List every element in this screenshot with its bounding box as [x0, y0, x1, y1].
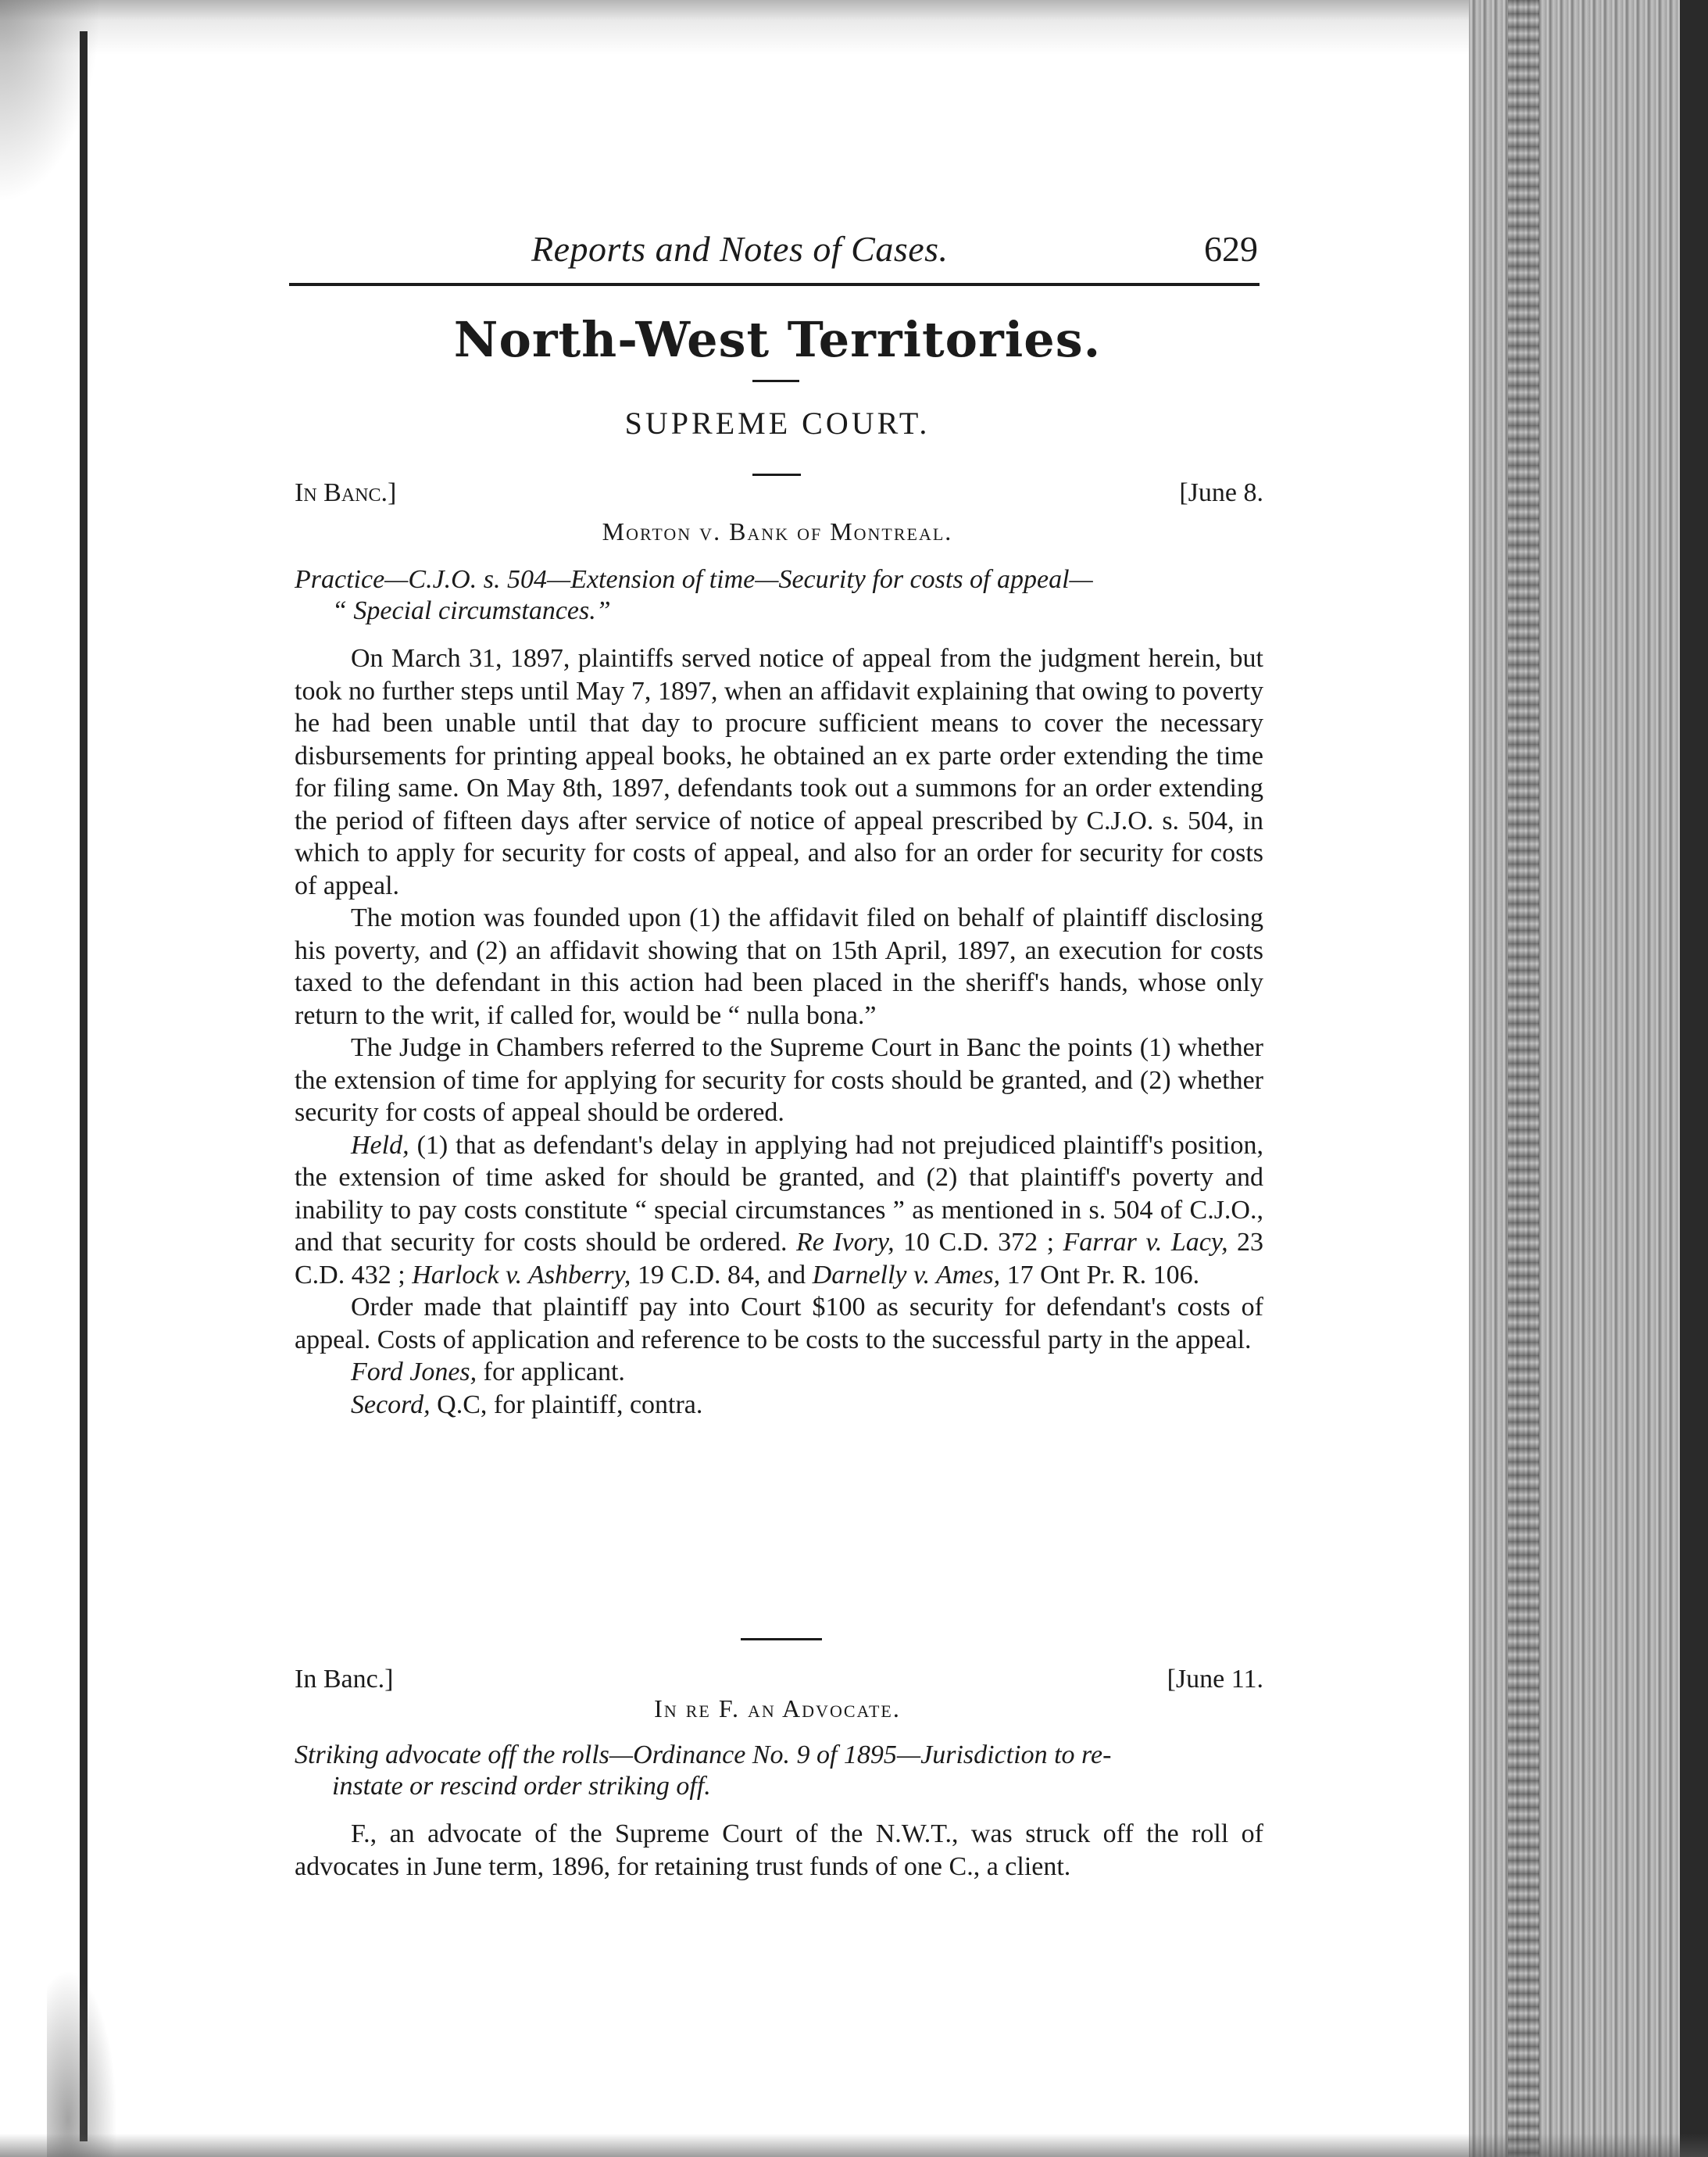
divider-rule [741, 1638, 822, 1640]
held-paragraph [295, 1129, 1263, 1292]
court-label: In Banc.] [295, 478, 397, 507]
case1-body [295, 642, 1263, 1421]
citation-case: Farrar v. Lacy, [1063, 1228, 1228, 1257]
citation-ref: 17 Ont Pr. R. 106. [1000, 1260, 1200, 1290]
case2-name: In re F. an Advocate. [654, 1694, 901, 1722]
counsel-role: for applicant. [477, 1358, 625, 1386]
counsel-line [295, 1356, 1263, 1389]
counsel-name: Ford Jones, [351, 1358, 477, 1386]
paragraph: On March 31, 1897, plaintiffs served notice of appeal from the judgment herein, but took no further steps until May 7, 1897, when an affidavit explaining that owing to poverty he had been unable until that day to procure sufficient means to cover the necessary disbursements for printing appeal books, he obtained an ex parte order extending the time for filing same. On May 8th, 1897, defendants took out a summons for an order extending the period of fifteen days after service of notice of appeal prescribed by C.J.O. s. 504, in which to apply for security for costs of appeal, and also for an order for security for costs of appeal. [295, 644, 1263, 900]
held-text: (1) that as defendant's delay in applying had not prejudiced plaintiff's position, the extension of time asked for should be granted, and (2) that plaintiff's poverty and inability to pay costs constitute “ special circumstances ” as mentioned in s. 504 of C.J.O., and that security for costs should be ordered. [295, 1130, 1263, 1257]
paragraph: Order made that plaintiff pay into Court $100 as security for defendant's costs of appeal. Costs of application and reference to be costs to the successful party in the appeal. [295, 1293, 1263, 1354]
case1-name: Morton v. Bank of Montreal. [602, 517, 953, 546]
counsel-line [295, 1389, 1263, 1422]
citation-ref: 10 C.D. 372 ; [894, 1228, 1063, 1257]
case-date: [June 11. [1167, 1665, 1263, 1694]
catchline-line-1: Striking advocate off the rolls—Ordinance No. 9 of 1895—Jurisdiction to re- [295, 1740, 1112, 1769]
counsel-role: Q.C, for plaintiff, contra. [430, 1390, 703, 1419]
citation-case: Re Ivory, [795, 1228, 895, 1257]
paragraph: F., an advocate of the Supreme Court of the N.W.T., was struck off the roll of advocates in June term, 1896, for retaining trust funds of one C., a client. [295, 1819, 1263, 1881]
section-title: North-West Territories. [453, 311, 1102, 368]
citation-case: Darnelly v. Ames, [812, 1260, 1001, 1290]
running-title: Reports and Notes of Cases. [531, 229, 949, 269]
catchline-line-1: Practice—C.J.O. s. 504—Extension of time—Security for costs of appeal— [295, 565, 1093, 594]
divider-rule [752, 474, 801, 476]
page-number: 629 [1204, 229, 1258, 269]
counsel-name: Secord, [351, 1390, 431, 1419]
citation-ref: 23 C.D. 432 ; [295, 1228, 1264, 1290]
case2-body [295, 1818, 1263, 1883]
catchline-line-2: “ Special circumstances.” [332, 596, 611, 625]
running-head [289, 228, 1274, 275]
citation-ref: 19 C.D. 84, and [631, 1260, 813, 1290]
citation-case: Harlock v. Ashberry, [412, 1260, 631, 1290]
held-label: Held, [351, 1130, 409, 1160]
header-rule [289, 283, 1260, 286]
catchline-line-2: instate or rescind order striking off. [332, 1772, 711, 1801]
case2-catchline [295, 1740, 1263, 1802]
divider-rule [752, 380, 799, 382]
case1-catchline [295, 564, 1263, 627]
court-title: SUPREME COURT. [624, 406, 931, 441]
case-date: [June 8. [1179, 478, 1263, 507]
paragraph: The motion was founded upon (1) the affidavit filed on behalf of plaintiff disclosing his poverty, and (2) an affidavit showing that on 15th April, 1897, an execution for costs taxed to the defendant in this action had been placed in the sheriff's hands, whose only return to the writ, if called for, would be “ nulla bona.” [295, 903, 1263, 1030]
paragraph: The Judge in Chambers referred to the Supreme Court in Banc the points (1) whether the extension of time for applying for security for costs should be granted, and (2) whether security for costs of appeal should be ordered. [295, 1033, 1263, 1127]
court-label: In Banc.] [295, 1665, 394, 1694]
